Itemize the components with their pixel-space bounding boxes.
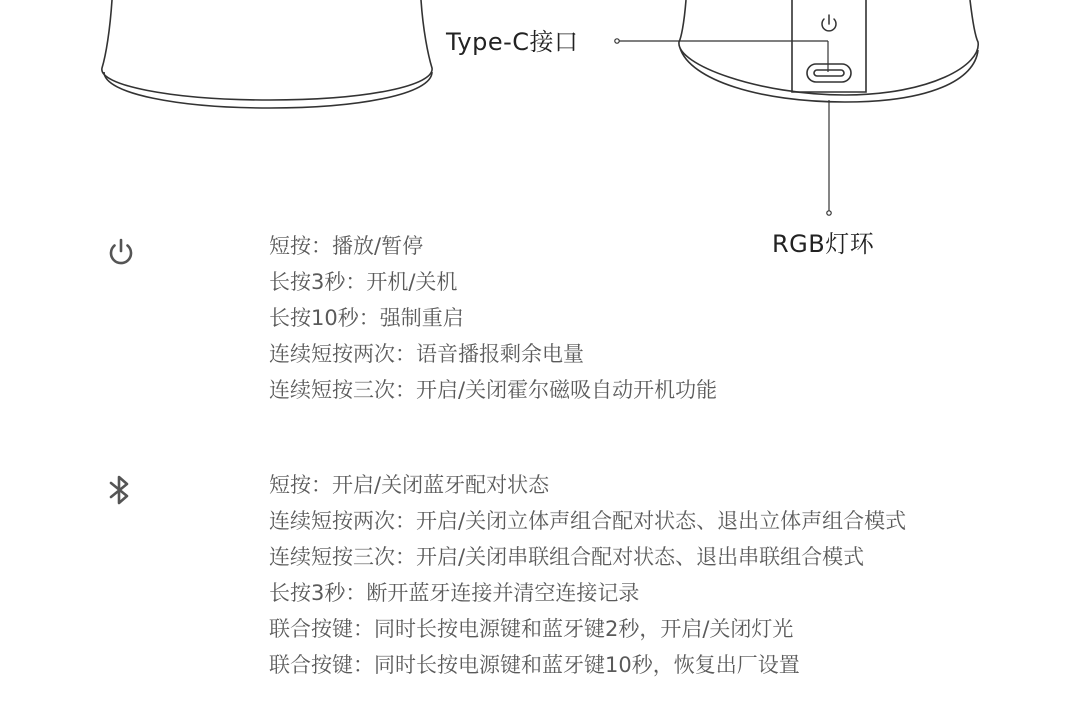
- instruction-line: 联合按键：同时长按电源键和蓝牙键10秒，恢复出厂设置: [269, 653, 800, 677]
- rgb-leader: [827, 100, 831, 215]
- bluetooth-instructions: [269, 467, 906, 683]
- instruction-line: 长按3秒：断开蓝牙连接并清空连接记录: [269, 581, 640, 605]
- instruction-line: 连续短按两次：开启/关闭立体声组合配对状态、退出立体声组合模式: [269, 509, 907, 533]
- instruction-line: 联合按键：同时长按电源键和蓝牙键2秒，开启/关闭灯光: [269, 617, 794, 641]
- typec-leader: [615, 39, 828, 72]
- instruction-line: 长按10秒：强制重启: [269, 306, 464, 330]
- device-power-button: [822, 15, 836, 31]
- power-icon: [104, 235, 138, 269]
- instruction-line: 短按：开启/关闭蓝牙配对状态: [269, 473, 550, 497]
- power-instructions: [269, 228, 717, 408]
- instruction-line: 短按：播放/暂停: [269, 234, 424, 258]
- bluetooth-icon: [103, 473, 137, 507]
- rgb-ring-label: RGB灯环: [772, 230, 875, 258]
- instruction-line: 连续短按两次：语音播报剩余电量: [269, 342, 584, 366]
- instruction-line: 长按3秒：开机/关机: [269, 270, 458, 294]
- left-speaker-outline: [102, 0, 432, 108]
- typec-port: [807, 64, 851, 82]
- instruction-line: 连续短按三次：开启/关闭霍尔磁吸自动开机功能: [269, 378, 718, 402]
- instruction-line: 连续短按三次：开启/关闭串联组合配对状态、退出串联组合模式: [269, 545, 865, 569]
- typec-label: Type-C接口: [446, 28, 579, 56]
